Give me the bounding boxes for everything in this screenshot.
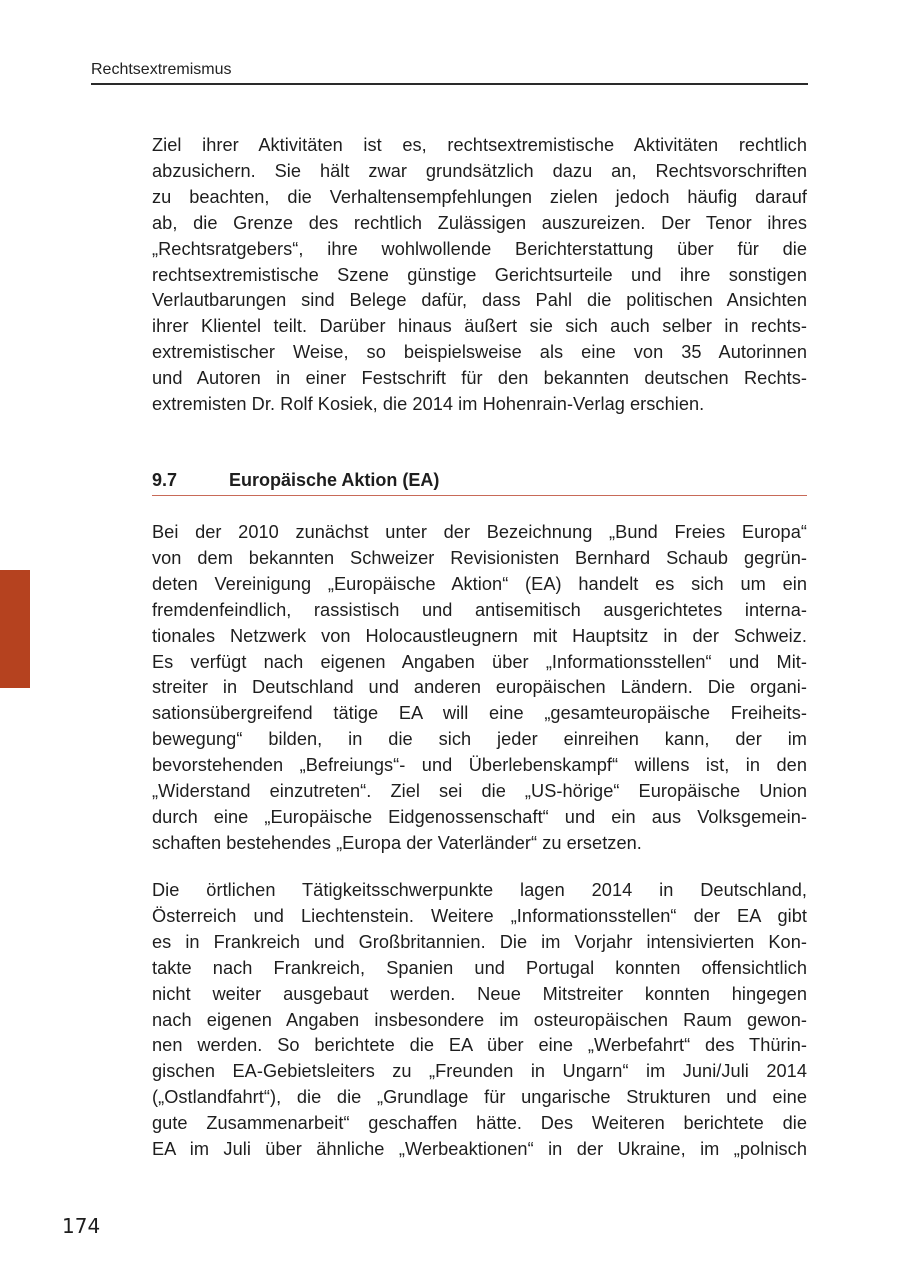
text-line: Verlautbarungen sind Belege dafür, dass Pahl die politischen Ansichten xyxy=(152,290,807,311)
text-line: ihrer Klientel teilt. Darüber hinaus äußert sie sich auch selber in rechts- xyxy=(152,316,807,337)
text-line: schaften bestehendes „Europa der Vaterländer“ zu ersetzen. xyxy=(152,832,642,853)
text-line: streiter in Deutschland und anderen europäischen Ländern. Die organi- xyxy=(152,677,807,698)
text-line: gute Zusammenarbeit“ geschaffen hätte. Des Weiteren berichtete die xyxy=(152,1113,807,1134)
text-line: Es verfügt nach eigenen Angaben über „Informationsstellen“ und Mit- xyxy=(152,651,807,672)
text-line: und Autoren in einer Festschrift für den bekannten deutschen Rechts- xyxy=(152,368,807,389)
text-line: bewegung“ bilden, in die sich jeder einreihen kann, der im xyxy=(152,729,807,750)
text-line: „Widerstand einzutreten“. Ziel sei die „US-hörige“ Europäische Union xyxy=(152,781,807,802)
text-line: Österreich und Liechtenstein. Weitere „Informationsstellen“ der EA gibt xyxy=(152,905,807,926)
text-line: fremdenfeindlich, rassistisch und antisemitisch ausgerichtetes interna- xyxy=(152,599,807,620)
text-line: es in Frankreich und Großbritannien. Die im Vorjahr intensivierten Kon- xyxy=(152,931,807,952)
text-line: EA im Juli über ähnliche „Werbeaktionen“ in der Ukraine, im „polnisch xyxy=(152,1139,807,1160)
text-line: nen werden. So berichtete die EA über eine „Werbefahrt“ des Thürin- xyxy=(152,1035,807,1056)
text-line: Die örtlichen Tätigkeitsschwerpunkte lagen 2014 in Deutschland, xyxy=(152,880,807,900)
text-line: Ziel ihrer Aktivitäten ist es, rechtsextremistische Aktivitäten rechtlich xyxy=(152,135,807,155)
chapter-side-tab xyxy=(0,570,30,688)
text-line: Bei der 2010 zunächst unter der Bezeichnung „Bund Freies Europa“ xyxy=(152,522,807,542)
text-line: nicht weiter ausgebaut werden. Neue Mitstreiter konnten hingegen xyxy=(152,983,807,1004)
text-line: extremisten Dr. Rolf Kosiek, die 2014 im Hohenrain-Verlag erschien. xyxy=(152,394,705,415)
section-number: 9.7 xyxy=(152,470,178,490)
text-line: zu beachten, die Verhaltensempfehlungen zielen jedoch häufig darauf xyxy=(152,186,807,207)
section-paragraph-2 xyxy=(152,878,807,1163)
page-number: 174 xyxy=(62,1214,101,1238)
running-header: Rechtsextremismus xyxy=(91,61,232,78)
text-line: „Rechtsratgebers“, ihre wohlwollende Berichterstattung über für die xyxy=(152,238,807,259)
text-line: („Ostlandfahrt“), die die „Grundlage für ungarische Strukturen und eine xyxy=(152,1087,807,1108)
text-line: deten Vereinigung „Europäische Aktion“ (EA) handelt es sich um ein xyxy=(152,573,807,594)
section-title: Europäische Aktion (EA) xyxy=(229,470,440,490)
text-line: rechtsextremistische Szene günstige Gerichtsurteile und ihre sonstigen xyxy=(152,264,807,285)
text-line: takte nach Frankreich, Spanien und Portugal konnten offensichtlich xyxy=(152,957,807,978)
section-paragraph-1 xyxy=(152,520,807,857)
section-heading xyxy=(152,468,807,496)
header-rule xyxy=(91,83,808,85)
text-line: von dem bekannten Schweizer Revisionisten Bernhard Schaub gegrün- xyxy=(152,547,807,568)
text-line: extremistischer Weise, so beispielsweise als eine von 35 Autorinnen xyxy=(152,342,807,363)
text-line: tionales Netzwerk von Holocaustleugnern mit Hauptsitz in der Schweiz. xyxy=(152,625,807,646)
text-line: nach eigenen Angaben insbesondere im osteuropäischen Raum gewon- xyxy=(152,1009,807,1030)
text-line: sationsübergreifend tätige EA will eine „gesamteuropäische Freiheits- xyxy=(152,703,807,724)
section-9-7 xyxy=(152,468,807,496)
text-line: bevorstehenden „Befreiungs“- und Überlebenskampf“ willens ist, in den xyxy=(152,755,807,776)
intro-paragraph xyxy=(152,133,807,418)
text-line: gischen EA-Gebietsleiters zu „Freunden in Ungarn“ im Juni/Juli 2014 xyxy=(152,1061,807,1082)
text-line: ab, die Grenze des rechtlich Zulässigen auszureizen. Der Tenor ihres xyxy=(152,212,807,233)
text-line: durch eine „Europäische Eidgenossenschaft“ und ein aus Volksgemein- xyxy=(152,806,807,827)
text-line: abzusichern. Sie hält zwar grundsätzlich dazu an, Rechtsvorschriften xyxy=(152,160,807,181)
